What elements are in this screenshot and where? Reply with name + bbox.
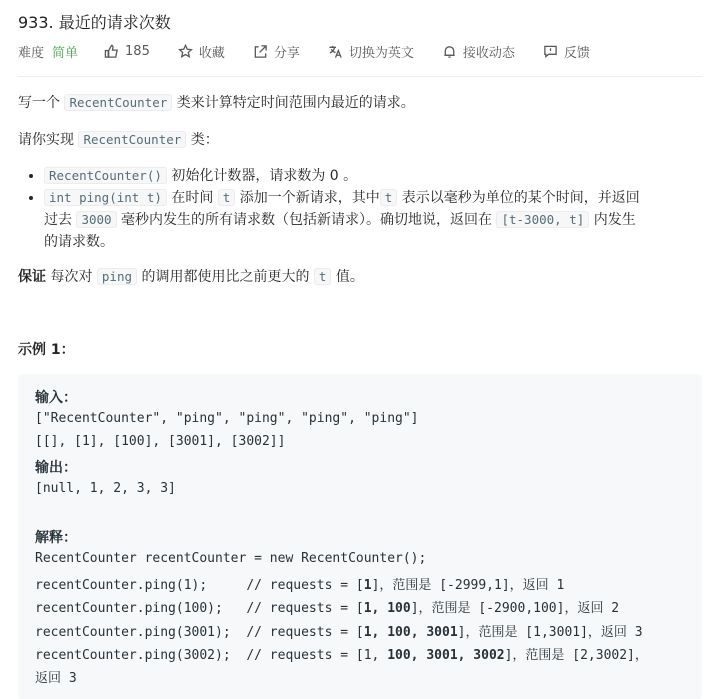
text: 表示以毫秒为单位的某个时间，并返回: [401, 190, 640, 206]
share-label: 分享: [273, 45, 300, 61]
description-line-1: [18, 92, 415, 114]
bold-text: 1, 100: [363, 601, 411, 616]
output-label: 输出：: [35, 460, 77, 476]
notify-label: 接收动态: [462, 45, 515, 61]
text: 的请求数。: [44, 234, 114, 250]
code-text: ]，范围是 [1,3001]，返回 3: [457, 625, 643, 640]
bold-text: 100, 3001, 3002: [387, 648, 505, 663]
inline-code: t: [314, 268, 332, 285]
problem-meta-bar: [18, 40, 618, 62]
input-line-2: [[], [1], [100], [3001], [3002]]: [35, 434, 286, 449]
bold-text: 1: [363, 578, 372, 593]
thumbs-up-icon: [104, 44, 119, 59]
favorite-label: 收藏: [198, 45, 225, 61]
switch-language-button[interactable]: [328, 42, 414, 61]
like-button[interactable]: [104, 44, 150, 59]
explanation-line: RecentCounter recentCounter = new RecentCounter();: [35, 551, 427, 566]
problem-title: 933. 最近的请求次数: [18, 13, 171, 32]
notify-button[interactable]: [442, 42, 515, 61]
bold-text: 1, 100, 3001: [363, 625, 458, 640]
text: 类来计算特定时间范围内最近的请求。: [176, 95, 415, 111]
text: 添加一个新请求，其中: [239, 190, 380, 206]
inline-code: 3000: [76, 211, 116, 228]
example-code-block: [18, 374, 702, 699]
inline-code: [t-3000, t]: [496, 211, 589, 228]
method-list: [44, 165, 704, 253]
feedback-icon: [543, 44, 558, 59]
text: 过去: [44, 212, 72, 228]
text: 毫秒内发生的所有请求数（包括新请求）。确切地说，返回在: [121, 212, 493, 228]
explanation-line: [35, 574, 564, 593]
code-text: recentCounter.ping(100); // requests = [: [35, 601, 364, 616]
output-line: [null, 1, 2, 3, 3]: [35, 481, 176, 496]
list-item: [44, 165, 704, 187]
like-count: 185: [125, 43, 150, 59]
code-text: recentCounter.ping(1); // requests = [: [35, 578, 364, 593]
inline-code: ping: [97, 268, 137, 285]
text: 在时间: [171, 190, 214, 206]
inline-code: RecentCounter(): [44, 167, 167, 184]
explanation-line: 返回 3: [35, 671, 77, 686]
list-item: [44, 187, 704, 253]
code-text: recentCounter.ping(3002); // requests = [1,: [35, 648, 388, 663]
code-text: ]，范围是 [2,3002]，: [504, 648, 648, 663]
input-line-1: ["RecentCounter", "ping", "ping", "ping", "ping"]: [35, 411, 419, 426]
inline-code: RecentCounter: [64, 94, 172, 111]
divider: [18, 76, 702, 77]
inline-code: t: [218, 189, 236, 206]
code-text: ]，范围是 [-2999,1]，返回 1: [371, 578, 565, 593]
inline-code: RecentCounter: [78, 131, 186, 148]
switch-language-label: 切换为英文: [348, 45, 414, 61]
guarantee-line: [18, 266, 364, 288]
explanation-line: [35, 644, 648, 663]
description-line-2: [18, 129, 219, 151]
difficulty-badge: 简单: [52, 45, 79, 61]
share-button[interactable]: [253, 42, 300, 61]
translate-icon: [328, 44, 343, 59]
explanation-label: 解释：: [35, 530, 77, 546]
inline-code: t: [380, 189, 398, 206]
example-title: 示例 1：: [18, 342, 75, 358]
difficulty-label: 难度: [18, 45, 45, 61]
text: 每次对: [50, 269, 93, 285]
share-icon: [253, 44, 268, 59]
text: 类：: [190, 132, 219, 148]
explanation-line: [35, 621, 643, 640]
feedback-button[interactable]: [543, 42, 590, 61]
text: 内发生: [593, 212, 636, 228]
inline-code: int ping(int t): [44, 189, 167, 206]
favorite-button[interactable]: [178, 42, 225, 61]
text: 的调用都使用比之前更大的: [141, 269, 310, 285]
code-text: recentCounter.ping(3001); // requests = [: [35, 625, 364, 640]
bell-icon: [442, 44, 457, 59]
text: 。: [343, 168, 358, 184]
feedback-label: 反馈: [563, 45, 590, 61]
text: 请你实现: [18, 132, 74, 148]
explanation-line: [35, 597, 619, 616]
text: 写一个: [18, 95, 60, 111]
text: 值。: [335, 269, 364, 285]
bold-text: 保证: [18, 269, 46, 285]
text: 初始化计数器，请求数为: [171, 168, 326, 184]
star-icon: [178, 44, 193, 59]
input-label: 输入：: [35, 390, 77, 406]
code-text: ]，范围是 [-2900,100]，返回 2: [410, 601, 620, 616]
inline-value: 0: [329, 168, 339, 184]
